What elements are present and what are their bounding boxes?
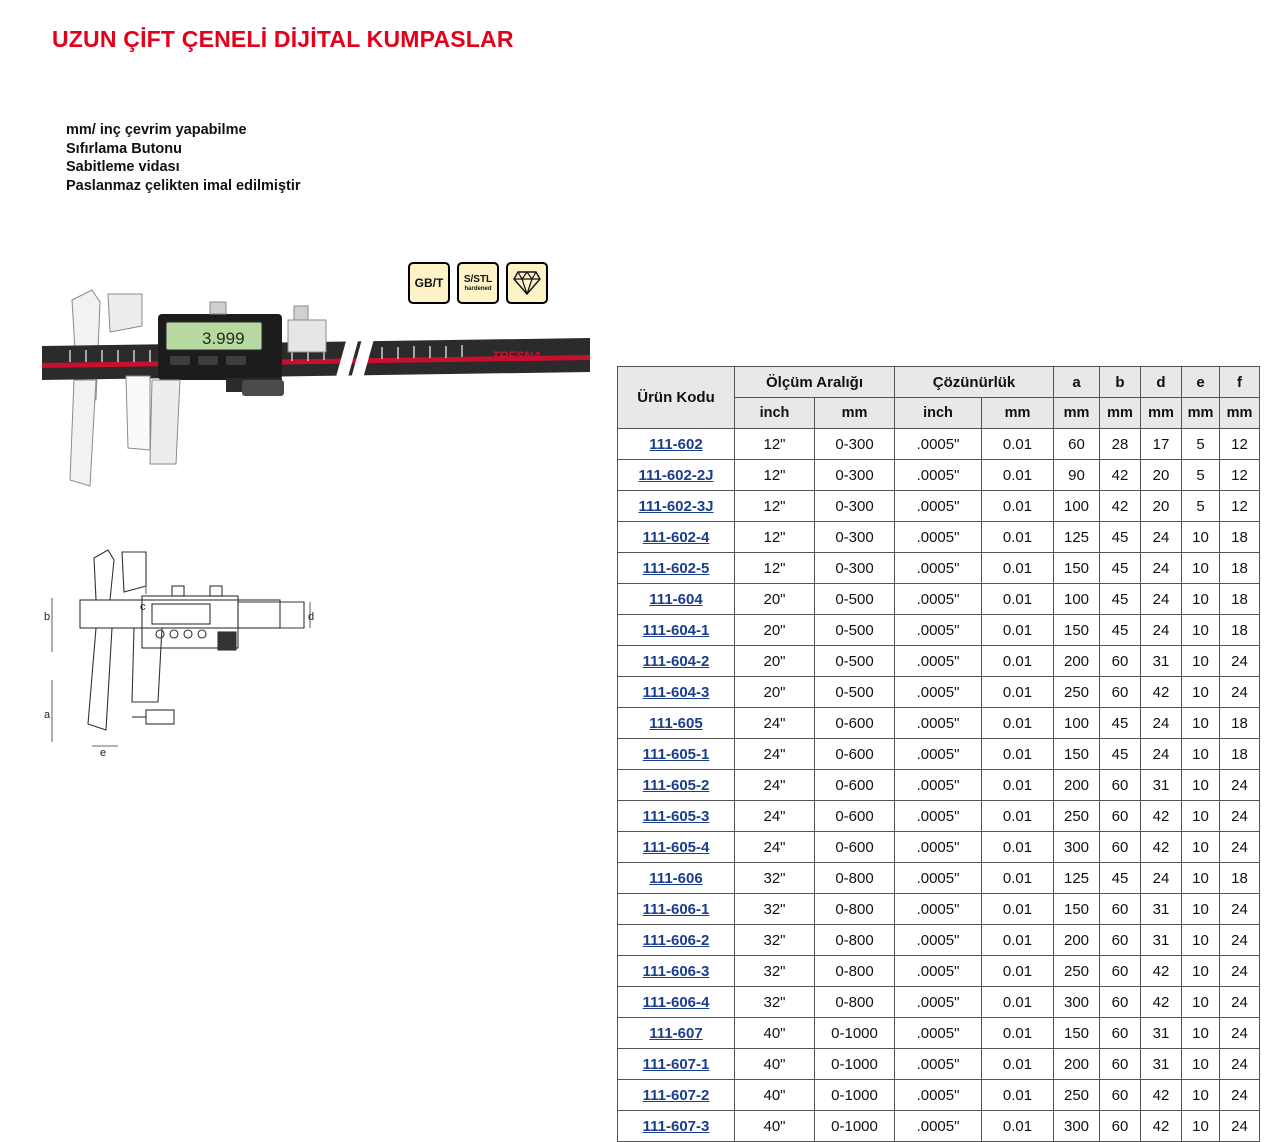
cell-resolution-mm: 0.01 bbox=[982, 1111, 1054, 1142]
cell-resolution-inch: .0005" bbox=[895, 553, 982, 584]
cell-range-mm: 0-800 bbox=[815, 987, 895, 1018]
cell-product-code[interactable]: 111-607 bbox=[618, 1018, 735, 1049]
cell-range-mm: 0-600 bbox=[815, 708, 895, 739]
table-row bbox=[618, 832, 1260, 863]
cell-range-inch: 24" bbox=[735, 770, 815, 801]
cell-resolution-mm: 0.01 bbox=[982, 429, 1054, 460]
stainless-badge-label: S/STL bbox=[463, 273, 493, 285]
cell-f: 24 bbox=[1220, 1080, 1260, 1111]
table-row bbox=[618, 894, 1260, 925]
cell-d: 20 bbox=[1141, 491, 1182, 522]
cell-range-inch: 12" bbox=[735, 522, 815, 553]
cell-e: 10 bbox=[1182, 708, 1220, 739]
cell-range-inch: 32" bbox=[735, 987, 815, 1018]
cell-resolution-inch: .0005" bbox=[895, 1018, 982, 1049]
cell-e: 10 bbox=[1182, 553, 1220, 584]
header-e: e bbox=[1182, 367, 1220, 398]
cell-d: 42 bbox=[1141, 832, 1182, 863]
cell-range-inch: 24" bbox=[735, 832, 815, 863]
cell-resolution-inch: .0005" bbox=[895, 429, 982, 460]
cell-range-mm: 0-300 bbox=[815, 460, 895, 491]
cell-a: 300 bbox=[1054, 1111, 1100, 1142]
cell-a: 125 bbox=[1054, 863, 1100, 894]
cell-range-inch: 24" bbox=[735, 801, 815, 832]
cell-f: 18 bbox=[1220, 615, 1260, 646]
cell-f: 24 bbox=[1220, 925, 1260, 956]
table-row bbox=[618, 460, 1260, 491]
cell-range-mm: 0-800 bbox=[815, 956, 895, 987]
cell-resolution-mm: 0.01 bbox=[982, 708, 1054, 739]
cell-a: 250 bbox=[1054, 1080, 1100, 1111]
cell-b: 60 bbox=[1100, 801, 1141, 832]
cell-product-code[interactable]: 111-606-1 bbox=[618, 894, 735, 925]
cell-range-inch: 12" bbox=[735, 460, 815, 491]
cell-range-inch: 24" bbox=[735, 739, 815, 770]
cell-resolution-inch: .0005" bbox=[895, 1049, 982, 1080]
cell-range-mm: 0-1000 bbox=[815, 1018, 895, 1049]
drawing-label-d: d bbox=[308, 611, 315, 623]
cell-product-code[interactable]: 111-606-4 bbox=[618, 987, 735, 1018]
cell-e: 10 bbox=[1182, 894, 1220, 925]
header-f-unit: mm bbox=[1220, 398, 1260, 429]
cell-b: 45 bbox=[1100, 615, 1141, 646]
feature-item-3: Sabitleme vidası bbox=[66, 159, 180, 175]
cell-product-code[interactable]: 111-606-3 bbox=[618, 956, 735, 987]
cell-f: 18 bbox=[1220, 522, 1260, 553]
cell-e: 10 bbox=[1182, 1018, 1220, 1049]
header-b: b bbox=[1100, 367, 1141, 398]
cell-b: 45 bbox=[1100, 739, 1141, 770]
drawing-label-a: a bbox=[44, 709, 51, 721]
cell-d: 42 bbox=[1141, 677, 1182, 708]
cell-resolution-mm: 0.01 bbox=[982, 646, 1054, 677]
cell-a: 100 bbox=[1054, 584, 1100, 615]
table-row bbox=[618, 770, 1260, 801]
cell-d: 31 bbox=[1141, 1018, 1182, 1049]
cell-b: 60 bbox=[1100, 987, 1141, 1018]
header-resolution-inch: inch bbox=[895, 398, 982, 429]
feature-item-2: Sıfırlama Butonu bbox=[66, 140, 183, 157]
cell-a: 200 bbox=[1054, 770, 1100, 801]
cell-b: 60 bbox=[1100, 770, 1141, 801]
table-row bbox=[618, 677, 1260, 708]
cell-range-mm: 0-300 bbox=[815, 429, 895, 460]
cell-range-mm: 0-600 bbox=[815, 739, 895, 770]
cell-f: 18 bbox=[1220, 863, 1260, 894]
cell-a: 200 bbox=[1054, 925, 1100, 956]
cell-product-code[interactable]: 111-602-5 bbox=[618, 553, 735, 584]
cell-e: 10 bbox=[1182, 522, 1220, 553]
cell-resolution-inch: .0005" bbox=[895, 615, 982, 646]
gbt-badge-label: GB/T bbox=[414, 276, 444, 290]
cell-resolution-inch: .0005" bbox=[895, 801, 982, 832]
cell-d: 42 bbox=[1141, 987, 1182, 1018]
table-row bbox=[618, 925, 1260, 956]
cell-resolution-mm: 0.01 bbox=[982, 677, 1054, 708]
cell-product-code[interactable]: 111-604-2 bbox=[618, 646, 735, 677]
cell-d: 42 bbox=[1141, 801, 1182, 832]
cell-range-inch: 20" bbox=[735, 646, 815, 677]
cell-resolution-mm: 0.01 bbox=[982, 460, 1054, 491]
cell-resolution-mm: 0.01 bbox=[982, 832, 1054, 863]
feature-item-4: Paslanmaz çelikten imal edilmiştir bbox=[66, 177, 301, 194]
specification-table-wrapper bbox=[617, 366, 1260, 1142]
cell-range-inch: 40" bbox=[735, 1018, 815, 1049]
feature-item-1: mm/ inç çevrim yapabilme bbox=[66, 122, 247, 138]
cell-resolution-mm: 0.01 bbox=[982, 553, 1054, 584]
cell-product-code[interactable]: 111-605 bbox=[618, 708, 735, 739]
cell-range-inch: 40" bbox=[735, 1080, 815, 1111]
cell-resolution-mm: 0.01 bbox=[982, 956, 1054, 987]
cell-e: 10 bbox=[1182, 925, 1220, 956]
cell-resolution-mm: 0.01 bbox=[982, 1080, 1054, 1111]
cell-range-mm: 0-500 bbox=[815, 646, 895, 677]
cell-range-inch: 32" bbox=[735, 925, 815, 956]
cell-b: 60 bbox=[1100, 956, 1141, 987]
cell-e: 5 bbox=[1182, 491, 1220, 522]
caliper-product-photo bbox=[30, 280, 600, 505]
cell-range-inch: 12" bbox=[735, 429, 815, 460]
hardened-badge-label: hardened bbox=[464, 285, 492, 292]
cell-b: 45 bbox=[1100, 553, 1141, 584]
cell-resolution-mm: 0.01 bbox=[982, 770, 1054, 801]
cell-a: 100 bbox=[1054, 708, 1100, 739]
header-d: d bbox=[1141, 367, 1182, 398]
table-header-row-1 bbox=[618, 367, 1260, 398]
table-row bbox=[618, 801, 1260, 832]
cell-f: 24 bbox=[1220, 1111, 1260, 1142]
table-row bbox=[618, 429, 1260, 460]
cell-resolution-inch: .0005" bbox=[895, 677, 982, 708]
cell-f: 24 bbox=[1220, 770, 1260, 801]
cell-range-inch: 32" bbox=[735, 956, 815, 987]
cell-range-mm: 0-500 bbox=[815, 584, 895, 615]
cell-d: 42 bbox=[1141, 1080, 1182, 1111]
cell-resolution-mm: 0.01 bbox=[982, 584, 1054, 615]
cell-resolution-inch: .0005" bbox=[895, 956, 982, 987]
cell-product-code[interactable]: 111-605-2 bbox=[618, 770, 735, 801]
cell-product-code[interactable]: 111-605-3 bbox=[618, 801, 735, 832]
display-value: 3.999 bbox=[202, 329, 245, 348]
table-row bbox=[618, 1049, 1260, 1080]
cell-f: 24 bbox=[1220, 646, 1260, 677]
cell-range-mm: 0-300 bbox=[815, 491, 895, 522]
cell-d: 24 bbox=[1141, 615, 1182, 646]
cell-b: 45 bbox=[1100, 863, 1141, 894]
cell-f: 24 bbox=[1220, 677, 1260, 708]
cell-f: 24 bbox=[1220, 832, 1260, 863]
cell-range-mm: 0-300 bbox=[815, 522, 895, 553]
cell-range-inch: 40" bbox=[735, 1049, 815, 1080]
cell-product-code[interactable]: 111-605-4 bbox=[618, 832, 735, 863]
table-row bbox=[618, 987, 1260, 1018]
cell-a: 90 bbox=[1054, 460, 1100, 491]
cell-range-mm: 0-1000 bbox=[815, 1080, 895, 1111]
cell-resolution-inch: .0005" bbox=[895, 863, 982, 894]
cell-e: 10 bbox=[1182, 615, 1220, 646]
cell-a: 150 bbox=[1054, 553, 1100, 584]
cell-product-code[interactable]: 111-606-2 bbox=[618, 925, 735, 956]
caliper-technical-drawing bbox=[22, 540, 322, 770]
cell-b: 45 bbox=[1100, 708, 1141, 739]
cell-a: 150 bbox=[1054, 894, 1100, 925]
header-f: f bbox=[1220, 367, 1260, 398]
cell-b: 60 bbox=[1100, 1018, 1141, 1049]
cell-resolution-inch: .0005" bbox=[895, 584, 982, 615]
cell-resolution-mm: 0.01 bbox=[982, 863, 1054, 894]
feature-list bbox=[66, 121, 301, 195]
cell-resolution-inch: .0005" bbox=[895, 1111, 982, 1142]
cell-a: 60 bbox=[1054, 429, 1100, 460]
cell-f: 18 bbox=[1220, 584, 1260, 615]
cell-d: 20 bbox=[1141, 460, 1182, 491]
page-title: UZUN ÇİFT ÇENELİ DİJİTAL KUMPASLAR bbox=[52, 26, 514, 52]
cell-b: 42 bbox=[1100, 460, 1141, 491]
cell-resolution-mm: 0.01 bbox=[982, 615, 1054, 646]
cell-product-code[interactable]: 111-606 bbox=[618, 863, 735, 894]
cell-f: 24 bbox=[1220, 1049, 1260, 1080]
cell-b: 60 bbox=[1100, 1111, 1141, 1142]
cell-range-mm: 0-500 bbox=[815, 615, 895, 646]
cell-b: 45 bbox=[1100, 522, 1141, 553]
cell-a: 150 bbox=[1054, 739, 1100, 770]
cell-d: 31 bbox=[1141, 1049, 1182, 1080]
cell-product-code[interactable]: 111-604-1 bbox=[618, 615, 735, 646]
cell-a: 200 bbox=[1054, 646, 1100, 677]
cell-e: 5 bbox=[1182, 429, 1220, 460]
cell-d: 24 bbox=[1141, 708, 1182, 739]
cell-e: 10 bbox=[1182, 584, 1220, 615]
header-resolution: Çözünürlük bbox=[895, 367, 1054, 398]
cell-e: 10 bbox=[1182, 770, 1220, 801]
cell-f: 12 bbox=[1220, 429, 1260, 460]
cell-a: 150 bbox=[1054, 615, 1100, 646]
cell-resolution-mm: 0.01 bbox=[982, 739, 1054, 770]
cell-resolution-mm: 0.01 bbox=[982, 522, 1054, 553]
cell-product-code[interactable]: 111-602-4 bbox=[618, 522, 735, 553]
table-row bbox=[618, 615, 1260, 646]
cell-range-mm: 0-800 bbox=[815, 863, 895, 894]
header-range-mm: mm bbox=[815, 398, 895, 429]
cell-f: 24 bbox=[1220, 1018, 1260, 1049]
cell-resolution-inch: .0005" bbox=[895, 925, 982, 956]
cell-f: 12 bbox=[1220, 491, 1260, 522]
cell-range-inch: 40" bbox=[735, 1111, 815, 1142]
cell-e: 10 bbox=[1182, 677, 1220, 708]
cell-b: 60 bbox=[1100, 925, 1141, 956]
cell-resolution-inch: .0005" bbox=[895, 491, 982, 522]
header-product-code: Ürün Kodu bbox=[618, 367, 735, 429]
cell-product-code[interactable]: 111-604 bbox=[618, 584, 735, 615]
cell-e: 10 bbox=[1182, 801, 1220, 832]
cell-f: 12 bbox=[1220, 460, 1260, 491]
cell-a: 250 bbox=[1054, 801, 1100, 832]
cell-product-code[interactable]: 111-602 bbox=[618, 429, 735, 460]
cell-d: 42 bbox=[1141, 1111, 1182, 1142]
specification-table bbox=[617, 366, 1260, 1142]
cell-resolution-inch: .0005" bbox=[895, 708, 982, 739]
cell-range-inch: 20" bbox=[735, 677, 815, 708]
header-e-unit: mm bbox=[1182, 398, 1220, 429]
cell-e: 10 bbox=[1182, 1111, 1220, 1142]
cell-range-mm: 0-1000 bbox=[815, 1111, 895, 1142]
cell-f: 18 bbox=[1220, 708, 1260, 739]
cell-b: 60 bbox=[1100, 1049, 1141, 1080]
cell-e: 5 bbox=[1182, 460, 1220, 491]
cell-product-code[interactable]: 111-607-3 bbox=[618, 1111, 735, 1142]
cell-b: 60 bbox=[1100, 1080, 1141, 1111]
cell-a: 300 bbox=[1054, 987, 1100, 1018]
cell-d: 31 bbox=[1141, 894, 1182, 925]
cell-b: 60 bbox=[1100, 677, 1141, 708]
cell-f: 24 bbox=[1220, 801, 1260, 832]
cell-b: 28 bbox=[1100, 429, 1141, 460]
table-row bbox=[618, 708, 1260, 739]
cell-a: 300 bbox=[1054, 832, 1100, 863]
cell-range-mm: 0-600 bbox=[815, 770, 895, 801]
table-body bbox=[618, 429, 1260, 1142]
cell-range-mm: 0-300 bbox=[815, 553, 895, 584]
cell-b: 60 bbox=[1100, 832, 1141, 863]
cell-resolution-mm: 0.01 bbox=[982, 925, 1054, 956]
drawing-label-c: c bbox=[140, 601, 146, 613]
cell-e: 10 bbox=[1182, 863, 1220, 894]
cell-range-mm: 0-600 bbox=[815, 832, 895, 863]
cell-range-mm: 0-1000 bbox=[815, 1049, 895, 1080]
cell-range-inch: 20" bbox=[735, 584, 815, 615]
table-row bbox=[618, 1111, 1260, 1142]
cell-resolution-mm: 0.01 bbox=[982, 801, 1054, 832]
cell-range-mm: 0-500 bbox=[815, 677, 895, 708]
table-row bbox=[618, 491, 1260, 522]
cell-e: 10 bbox=[1182, 1080, 1220, 1111]
cell-d: 31 bbox=[1141, 646, 1182, 677]
cell-f: 24 bbox=[1220, 956, 1260, 987]
cell-e: 10 bbox=[1182, 832, 1220, 863]
cell-f: 24 bbox=[1220, 987, 1260, 1018]
cell-d: 24 bbox=[1141, 522, 1182, 553]
cell-d: 24 bbox=[1141, 553, 1182, 584]
cell-b: 60 bbox=[1100, 646, 1141, 677]
cell-resolution-inch: .0005" bbox=[895, 832, 982, 863]
cell-range-mm: 0-800 bbox=[815, 894, 895, 925]
cell-a: 125 bbox=[1054, 522, 1100, 553]
cell-d: 42 bbox=[1141, 956, 1182, 987]
cell-d: 24 bbox=[1141, 863, 1182, 894]
cell-resolution-mm: 0.01 bbox=[982, 1018, 1054, 1049]
header-a: a bbox=[1054, 367, 1100, 398]
cell-product-code[interactable]: 111-607-2 bbox=[618, 1080, 735, 1111]
cell-b: 42 bbox=[1100, 491, 1141, 522]
cell-resolution-mm: 0.01 bbox=[982, 491, 1054, 522]
header-range-inch: inch bbox=[735, 398, 815, 429]
drawing-label-b: b bbox=[44, 611, 51, 623]
cell-resolution-mm: 0.01 bbox=[982, 894, 1054, 925]
cell-d: 17 bbox=[1141, 429, 1182, 460]
cell-f: 18 bbox=[1220, 553, 1260, 584]
header-d-unit: mm bbox=[1141, 398, 1182, 429]
cell-e: 10 bbox=[1182, 956, 1220, 987]
table-row bbox=[618, 739, 1260, 770]
cell-e: 10 bbox=[1182, 1049, 1220, 1080]
cell-f: 24 bbox=[1220, 894, 1260, 925]
cell-product-code[interactable]: 111-607-1 bbox=[618, 1049, 735, 1080]
cell-d: 31 bbox=[1141, 925, 1182, 956]
cell-range-inch: 12" bbox=[735, 553, 815, 584]
cell-product-code[interactable]: 111-605-1 bbox=[618, 739, 735, 770]
table-row bbox=[618, 863, 1260, 894]
table-row bbox=[618, 553, 1260, 584]
table-row bbox=[618, 646, 1260, 677]
cell-product-code[interactable]: 111-602-2J bbox=[618, 460, 735, 491]
header-resolution-mm: mm bbox=[982, 398, 1054, 429]
cell-e: 10 bbox=[1182, 987, 1220, 1018]
cell-resolution-inch: .0005" bbox=[895, 894, 982, 925]
cell-range-inch: 32" bbox=[735, 894, 815, 925]
cell-resolution-inch: .0005" bbox=[895, 522, 982, 553]
cell-resolution-inch: .0005" bbox=[895, 460, 982, 491]
cell-range-mm: 0-800 bbox=[815, 925, 895, 956]
cell-a: 100 bbox=[1054, 491, 1100, 522]
table-row bbox=[618, 956, 1260, 987]
cell-range-inch: 32" bbox=[735, 863, 815, 894]
cell-range-inch: 20" bbox=[735, 615, 815, 646]
drawing-label-e: e bbox=[100, 747, 107, 759]
table-row bbox=[618, 1080, 1260, 1111]
header-a-unit: mm bbox=[1054, 398, 1100, 429]
cell-range-inch: 24" bbox=[735, 708, 815, 739]
cell-resolution-inch: .0005" bbox=[895, 987, 982, 1018]
cell-resolution-inch: .0005" bbox=[895, 646, 982, 677]
header-b-unit: mm bbox=[1100, 398, 1141, 429]
cell-product-code[interactable]: 111-602-3J bbox=[618, 491, 735, 522]
cell-a: 200 bbox=[1054, 1049, 1100, 1080]
cell-e: 10 bbox=[1182, 646, 1220, 677]
header-measuring-range: Ölçüm Aralığı bbox=[735, 367, 895, 398]
cell-d: 24 bbox=[1141, 584, 1182, 615]
cell-f: 18 bbox=[1220, 739, 1260, 770]
cell-resolution-mm: 0.01 bbox=[982, 987, 1054, 1018]
cell-a: 150 bbox=[1054, 1018, 1100, 1049]
table-row bbox=[618, 1018, 1260, 1049]
cell-resolution-inch: .0005" bbox=[895, 739, 982, 770]
cell-resolution-inch: .0005" bbox=[895, 770, 982, 801]
cell-range-mm: 0-600 bbox=[815, 801, 895, 832]
table-row bbox=[618, 584, 1260, 615]
cell-e: 10 bbox=[1182, 739, 1220, 770]
cell-range-inch: 12" bbox=[735, 491, 815, 522]
cell-b: 45 bbox=[1100, 584, 1141, 615]
cell-d: 24 bbox=[1141, 739, 1182, 770]
cell-b: 60 bbox=[1100, 894, 1141, 925]
cell-resolution-inch: .0005" bbox=[895, 1080, 982, 1111]
cell-a: 250 bbox=[1054, 956, 1100, 987]
cell-product-code[interactable]: 111-604-3 bbox=[618, 677, 735, 708]
cell-a: 250 bbox=[1054, 677, 1100, 708]
brand-label: TRESNA bbox=[492, 349, 542, 363]
cell-resolution-mm: 0.01 bbox=[982, 1049, 1054, 1080]
table-row bbox=[618, 522, 1260, 553]
cell-d: 31 bbox=[1141, 770, 1182, 801]
